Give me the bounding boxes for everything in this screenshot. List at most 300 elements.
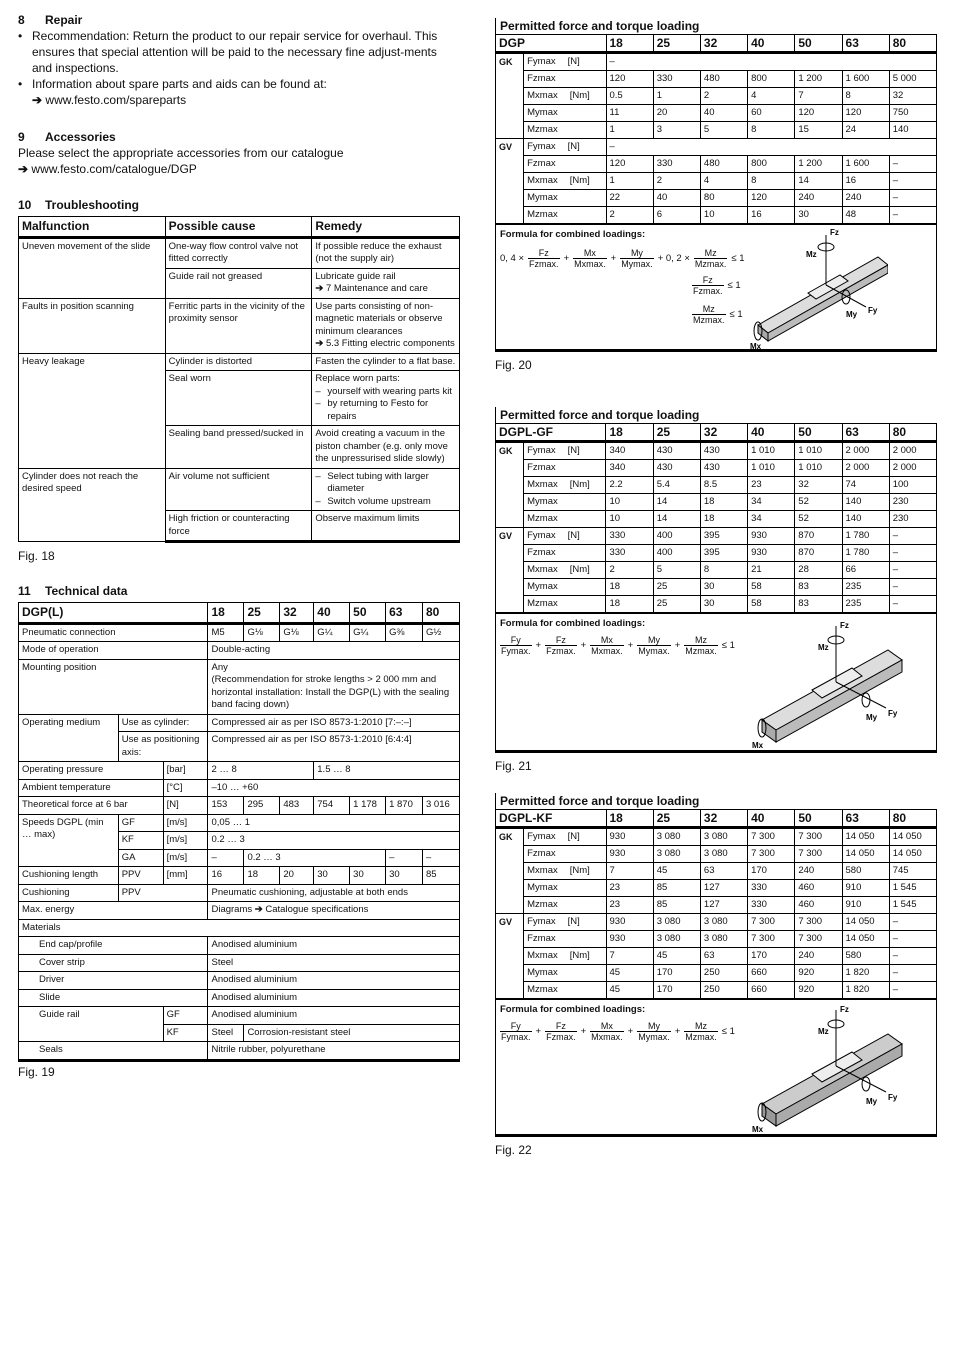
load-value: 920	[795, 982, 842, 999]
load-value: 750	[889, 105, 936, 122]
load-value: –	[889, 914, 936, 931]
table-row	[496, 494, 937, 511]
load-value: 18	[606, 579, 653, 596]
load-value: 30	[700, 596, 747, 613]
load-value: 2	[606, 562, 653, 579]
load-value: 28	[795, 562, 842, 579]
guide-group	[496, 88, 524, 105]
load-value: 7 300	[748, 914, 795, 931]
dgpl-kf-axis-diagram	[748, 1004, 908, 1134]
fig-22-caption: Fig. 22	[495, 1143, 532, 1157]
load-value: 230	[889, 494, 936, 511]
load-label: Fzmax	[524, 545, 606, 562]
technical-data-heading: 11 Technical data	[18, 584, 128, 598]
load-value: 140	[842, 494, 889, 511]
axis-label-mx: Mx	[752, 1125, 764, 1134]
table-header-row: DGP(L) 18 25 32 40 50 63 80	[19, 603, 460, 624]
model-name: DGPL-GF	[496, 424, 606, 442]
dgpl-gf-axis-diagram	[748, 620, 908, 750]
load-value: 14	[795, 173, 842, 190]
load-label: Mxmax [Nm]	[524, 948, 606, 965]
load-value: 235	[842, 579, 889, 596]
load-value: 330	[653, 71, 700, 88]
load-value: 400	[653, 528, 700, 545]
load-value: 400	[653, 545, 700, 562]
load-value: 14 050	[842, 828, 889, 846]
load-value: 66	[842, 562, 889, 579]
table-row	[496, 53, 937, 71]
load-value: 14 050	[889, 846, 936, 863]
load-value: 3 080	[700, 828, 747, 846]
load-value: 1 600	[842, 71, 889, 88]
table-row	[496, 897, 937, 914]
size-header: 25	[653, 424, 700, 442]
load-value: 120	[606, 71, 653, 88]
load-value: 930	[606, 931, 653, 948]
load-value: 7	[606, 863, 653, 880]
load-value: 3 080	[700, 914, 747, 931]
guide-group	[496, 156, 524, 173]
dgpl-kf-load-table	[495, 809, 937, 999]
load-value: 1	[606, 173, 653, 190]
col-cause: Possible cause	[165, 217, 312, 238]
load-value: 5.4	[653, 477, 700, 494]
guide-group	[496, 545, 524, 562]
load-value: 240	[795, 948, 842, 965]
table-title: Permitted force and torque loading	[495, 407, 937, 423]
table-row: Driver Anodised aluminium	[19, 972, 460, 990]
table-row	[496, 105, 937, 122]
size-header: 50	[795, 424, 842, 442]
load-value: 34	[748, 511, 795, 528]
load-label: Fzmax	[524, 931, 606, 948]
load-value: 100	[889, 477, 936, 494]
table-row	[496, 139, 937, 156]
load-value: 80	[700, 190, 747, 207]
table-row: Max. energy Diagrams ➔ Catalogue specifications	[19, 902, 460, 920]
load-value: 1 820	[842, 965, 889, 982]
axis-label-mx: Mx	[750, 342, 762, 351]
load-value: 240	[795, 190, 842, 207]
table-row: Seals Nitrile rubber, polyurethane	[19, 1042, 460, 1061]
table-row: Mode of operation Double-acting	[19, 642, 460, 660]
axis-label-fy: Fy	[868, 306, 878, 315]
formula-box	[495, 224, 937, 352]
table-row: Operating medium Use as cylinder: Compressed air as per ISO 8573-1:2010 [7:–:–]	[19, 714, 460, 732]
table-row: KF Steel Corrosion-resistant steel	[19, 1024, 460, 1042]
load-value: 23	[606, 897, 653, 914]
load-value: 7 300	[748, 828, 795, 846]
arrow-right-icon: ➔	[315, 338, 324, 349]
guide-group: GK	[496, 828, 524, 846]
load-value: 480	[700, 156, 747, 173]
load-value: 460	[795, 880, 842, 897]
table-row	[496, 596, 937, 613]
guide-group: GK	[496, 53, 524, 71]
load-value: 240	[795, 863, 842, 880]
model-name: DGPL-KF	[496, 810, 607, 828]
dgp-load-table	[495, 34, 937, 224]
table-row: KF [m/s] 0.2 … 3	[19, 832, 460, 850]
table-row: Use as positioning axis: Compressed air as per ISO 8573-1:2010 [6:4:4]	[19, 732, 460, 762]
load-table-dgpl-gf	[495, 407, 937, 773]
load-value: 930	[606, 914, 653, 931]
guide-group	[496, 562, 524, 579]
load-value: 23	[606, 880, 653, 897]
load-label: Fymax [N]	[524, 53, 606, 71]
accessories-heading: 9 Accessories	[18, 130, 116, 144]
load-value: 83	[795, 596, 842, 613]
fig-19-caption: Fig. 19	[18, 1064, 55, 1079]
load-value: 3 080	[653, 846, 700, 863]
load-label: Mzmax	[524, 982, 606, 999]
load-value: 340	[606, 442, 653, 460]
table-row	[496, 562, 937, 579]
load-value: 83	[795, 579, 842, 596]
table-header-row	[496, 810, 937, 828]
load-value: 7 300	[795, 846, 842, 863]
load-value: 16	[842, 173, 889, 190]
load-value: –	[889, 173, 936, 190]
load-value: 170	[748, 948, 795, 965]
table-row	[496, 965, 937, 982]
load-value: 10	[606, 511, 653, 528]
load-value: 24	[842, 122, 889, 139]
size-header: 32	[700, 35, 747, 53]
size-header: 63	[842, 35, 889, 53]
load-value: 127	[700, 880, 747, 897]
axis-label-my: My	[866, 713, 878, 722]
load-value: 4	[748, 88, 795, 105]
load-value: 330	[606, 545, 653, 562]
load-value: 63	[700, 863, 747, 880]
load-value: 480	[700, 71, 747, 88]
accessories-link-line	[18, 161, 460, 177]
table-row: Cushioning PPV Pneumatic cushioning, adjustable at both ends	[19, 884, 460, 902]
guide-group: GV	[496, 914, 524, 931]
load-value: 52	[795, 494, 842, 511]
load-value: 870	[795, 545, 842, 562]
load-value: 18	[700, 494, 747, 511]
load-value: 2 000	[889, 460, 936, 477]
axis-label-mz: Mz	[818, 1027, 829, 1036]
load-value: 25	[653, 579, 700, 596]
load-value: 1 780	[842, 545, 889, 562]
load-value: 63	[700, 948, 747, 965]
repair-list	[18, 28, 460, 108]
load-value: 60	[748, 105, 795, 122]
guide-group	[496, 207, 524, 224]
size-header: 50	[795, 810, 842, 828]
load-value: 1 010	[748, 442, 795, 460]
table-title: Permitted force and torque loading	[495, 793, 937, 809]
col-malfunction: Malfunction	[19, 217, 166, 238]
load-value: 1	[606, 122, 653, 139]
load-value: 1 200	[795, 71, 842, 88]
guide-group: GK	[496, 442, 524, 460]
load-value: 32	[795, 477, 842, 494]
formula-line-1: $\frac{Fy}{Fymax.}$ + $\frac{Fz}{Fzmax.}$ + $\frac{Mx}{Mxmax.}$ + $\frac{My}{Mymax.}$ + $\frac{Mz}{Mzmax.}$ ≤ 1	[501, 635, 735, 656]
table-row: Seal worn Replace worn parts: – yourself with wearing parts kit – by returning to Festo for repairs	[19, 371, 460, 426]
size-header: 18	[606, 35, 653, 53]
fig-20-caption: Fig. 20	[495, 358, 532, 372]
load-value: 460	[795, 897, 842, 914]
accessories-text: Please select the appropriate accessories from our catalogue	[18, 146, 344, 160]
technical-data-table	[18, 602, 460, 1062]
load-value: 8	[748, 173, 795, 190]
load-value: 58	[748, 579, 795, 596]
guide-group	[496, 71, 524, 88]
load-value: 14 050	[842, 846, 889, 863]
table-row: Speeds DGPL (min … max) GF [m/s] 0,05 … 1	[19, 814, 460, 832]
load-value: 910	[842, 880, 889, 897]
formula-title: Formula for combined loadings:	[500, 618, 646, 629]
load-label: Mymax	[524, 190, 606, 207]
catalogue-link[interactable]: www.festo.com/catalogue/DGP	[31, 162, 197, 176]
table-row	[496, 88, 937, 105]
table-row	[496, 579, 937, 596]
load-value: 930	[748, 545, 795, 562]
load-value: 85	[653, 880, 700, 897]
load-value: 340	[606, 460, 653, 477]
load-value: 430	[700, 460, 747, 477]
formula-title: Formula for combined loadings:	[500, 229, 646, 240]
load-value: 10	[700, 207, 747, 224]
load-value: 34	[748, 494, 795, 511]
load-value: 1 010	[795, 442, 842, 460]
load-value: 1 780	[842, 528, 889, 545]
load-value: 0.5	[606, 88, 653, 105]
guide-group	[496, 948, 524, 965]
guide-group	[496, 494, 524, 511]
load-label: Fzmax	[524, 460, 606, 477]
load-value: 85	[653, 897, 700, 914]
load-value: 2	[653, 173, 700, 190]
table-row: Cover strip Steel	[19, 954, 460, 972]
load-value: –	[889, 562, 936, 579]
load-value: 3	[653, 122, 700, 139]
size-header: 18	[606, 424, 653, 442]
load-value: 140	[889, 122, 936, 139]
guide-group	[496, 460, 524, 477]
load-value: 250	[700, 982, 747, 999]
load-value: 230	[889, 511, 936, 528]
load-label: Mzmax	[524, 122, 606, 139]
load-value: 5	[653, 562, 700, 579]
guide-group	[496, 511, 524, 528]
load-value: 800	[748, 71, 795, 88]
load-value: –	[889, 965, 936, 982]
load-value: 40	[653, 190, 700, 207]
load-value: 21	[748, 562, 795, 579]
arrow-right-icon: ➔	[32, 93, 43, 107]
table-row: Operating pressure [bar] 2 … 8 1.5 … 8	[19, 762, 460, 780]
table-row	[496, 71, 937, 88]
formula-line-1: $\frac{Fy}{Fymax.}$ + $\frac{Fz}{Fzmax.}$ + $\frac{Mx}{Mxmax.}$ + $\frac{My}{Mymax.}$ + $\frac{Mz}{Mzmax.}$ ≤ 1	[501, 1021, 735, 1042]
axis-label-my: My	[866, 1097, 878, 1106]
load-value: 45	[606, 982, 653, 999]
load-value: 127	[700, 897, 747, 914]
load-label: Mymax	[524, 965, 606, 982]
load-value: 235	[842, 596, 889, 613]
dgp-axis-diagram	[748, 227, 888, 351]
load-value: 930	[606, 846, 653, 863]
size-header: 25	[653, 810, 700, 828]
table-row	[496, 545, 937, 562]
load-value: 745	[889, 863, 936, 880]
load-value: 430	[653, 442, 700, 460]
table-row	[496, 828, 937, 846]
load-value: 240	[842, 190, 889, 207]
size-header: 40	[748, 424, 795, 442]
guide-group	[496, 596, 524, 613]
guide-group	[496, 965, 524, 982]
load-value: 10	[606, 494, 653, 511]
load-value: 1	[653, 88, 700, 105]
axis-label-fy: Fy	[888, 709, 898, 718]
size-header: 80	[889, 35, 936, 53]
table-row: Pneumatic connection M5 G⅛ G⅛ G¼ G¼ G⅜ G½	[19, 623, 460, 642]
load-label: Mymax	[524, 494, 606, 511]
load-value: 330	[653, 156, 700, 173]
axis-label-mz: Mz	[818, 643, 829, 652]
load-value: –	[889, 545, 936, 562]
load-value: 3 080	[653, 828, 700, 846]
load-label: Mzmax	[524, 897, 606, 914]
load-value: 2	[606, 207, 653, 224]
load-value: 1 820	[842, 982, 889, 999]
size-header: 63	[842, 424, 889, 442]
table-row: Heavy leakage Cylinder is distorted Fasten the cylinder to a flat base.	[19, 353, 460, 371]
size-header: 18	[606, 810, 653, 828]
formula-box	[495, 613, 937, 753]
load-value: 14	[653, 511, 700, 528]
table-row	[496, 982, 937, 999]
load-value: 18	[700, 511, 747, 528]
load-value: 15	[795, 122, 842, 139]
load-label: Mxmax [Nm]	[524, 863, 606, 880]
load-value: 140	[842, 511, 889, 528]
table-row	[496, 207, 937, 224]
load-value: 2 000	[889, 442, 936, 460]
guide-group: GV	[496, 528, 524, 545]
right-column	[495, 18, 937, 1157]
guide-group	[496, 931, 524, 948]
load-value: 3 080	[653, 914, 700, 931]
load-label: Mxmax [Nm]	[524, 88, 606, 105]
guide-group	[496, 105, 524, 122]
load-value: –	[889, 931, 936, 948]
formula-line-1: 0, 4 × $\frac{Fz}{Fzmax.}$ + $\frac{Mx}{Mxmax.}$ + $\frac{My}{Mymax.}$ + 0, 2 × $\frac{Mz}{Mzmax.}$ ≤ 1	[500, 248, 745, 269]
load-value: 22	[606, 190, 653, 207]
load-value: 7	[795, 88, 842, 105]
load-label: Mxmax [Nm]	[524, 477, 606, 494]
load-value: 120	[748, 190, 795, 207]
load-value: 120	[795, 105, 842, 122]
guide-group	[496, 190, 524, 207]
load-label: Fzmax	[524, 71, 606, 88]
load-value: 14	[653, 494, 700, 511]
load-label: Mymax	[524, 880, 606, 897]
load-value: 430	[700, 442, 747, 460]
load-value: 45	[653, 948, 700, 965]
load-value: 330	[606, 528, 653, 545]
table-row: Materials	[19, 919, 460, 937]
axis-label-fz: Fz	[830, 228, 839, 237]
load-value: 6	[653, 207, 700, 224]
load-value: 58	[748, 596, 795, 613]
axis-label-fz: Fz	[840, 1005, 849, 1014]
load-value: 800	[748, 156, 795, 173]
table-row	[496, 477, 937, 494]
load-value: 1 545	[889, 897, 936, 914]
load-label: Fymax [N]	[524, 442, 606, 460]
load-value: 660	[748, 965, 795, 982]
load-label: Fzmax	[524, 156, 606, 173]
guide-group	[496, 122, 524, 139]
repair-heading: 8 Repair	[18, 13, 83, 27]
table-row: High friction or counteracting force Observe maximum limits	[19, 511, 460, 542]
load-value: 1 545	[889, 880, 936, 897]
arrow-right-icon: ➔	[18, 162, 29, 176]
load-label: Fymax [N]	[524, 828, 606, 846]
axis-label-my: My	[846, 310, 858, 319]
table-row: Theoretical force at 6 bar [N] 153 295 483 754 1 178 1 870 3 016	[19, 797, 460, 815]
table-row: Uneven movement of the slide One-way flow control valve not fitted correctly If possible reduce the exhaust (not the supply air)	[19, 237, 460, 268]
load-table-dgpl-kf	[495, 793, 937, 1157]
load-label: Fymax [N]	[524, 139, 606, 156]
repair-bullet-2: • Information about spare parts and aids can be found at: ➔ www.festo.com/spareparts	[18, 76, 460, 108]
spareparts-link[interactable]: www.festo.com/spareparts	[45, 93, 187, 107]
load-value: 2 000	[842, 442, 889, 460]
load-label: Mzmax	[524, 207, 606, 224]
axis-label-mx: Mx	[752, 741, 764, 750]
load-value: 11	[606, 105, 653, 122]
load-value: 25	[653, 596, 700, 613]
guide-group	[496, 579, 524, 596]
guide-group	[496, 173, 524, 190]
table-row	[496, 511, 937, 528]
repair-bullet-1: • Recommendation: Return the product to our repair service for overhaul. This ensures that special attention will be paid to the necessary fine adjust-ments and inspections.	[18, 28, 460, 76]
table-row	[496, 122, 937, 139]
size-header: 63	[842, 810, 889, 828]
table-row	[496, 460, 937, 477]
guide-group	[496, 982, 524, 999]
load-value: 5	[700, 122, 747, 139]
load-value: 20	[653, 105, 700, 122]
load-value: 580	[842, 863, 889, 880]
load-value: 8	[842, 88, 889, 105]
load-value: 30	[795, 207, 842, 224]
load-value: –	[606, 53, 937, 71]
table-row	[496, 948, 937, 965]
table-row: Mounting position Any (Recommendation for stroke lengths > 2 000 mm and horizontal installation: Install the DGP(L) with the sealing band facing down)	[19, 659, 460, 714]
load-value: 120	[606, 156, 653, 173]
load-value: 580	[842, 948, 889, 965]
guide-group	[496, 897, 524, 914]
load-value: 48	[842, 207, 889, 224]
size-header: 40	[748, 35, 795, 53]
load-value: 1 010	[795, 460, 842, 477]
load-value: 7 300	[748, 846, 795, 863]
formula-box	[495, 999, 937, 1137]
load-value: 910	[842, 897, 889, 914]
arrow-right-icon: ➔	[254, 904, 263, 915]
load-value: 170	[653, 982, 700, 999]
load-value: –	[889, 190, 936, 207]
load-value: 170	[748, 863, 795, 880]
load-value: –	[889, 207, 936, 224]
